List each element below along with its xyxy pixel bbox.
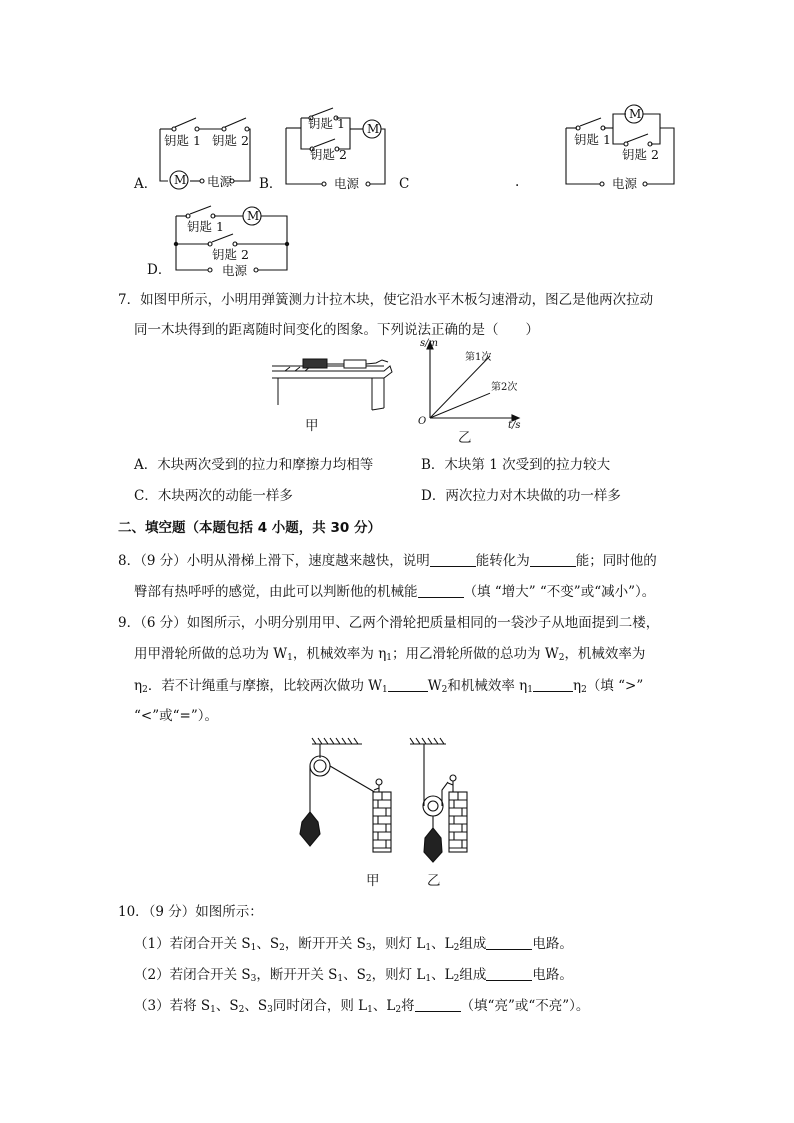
s3c: 3 xyxy=(267,1005,273,1015)
sub-1b: 1 xyxy=(386,653,393,663)
q10-p1e: 、L xyxy=(431,936,454,952)
q10-stem: 10．（9 分）如图所示： xyxy=(118,904,263,920)
s1b: 1 xyxy=(337,974,344,984)
q10-p3f: 将 xyxy=(401,998,415,1014)
graph-ylabel: s/m xyxy=(420,338,438,349)
graph-origin: O xyxy=(418,416,427,427)
q10-blank-3[interactable] xyxy=(415,999,461,1012)
motor-symbol-d: M xyxy=(247,209,260,223)
motor-symbol-b: M xyxy=(367,122,380,136)
fig-jia-label-q7: 甲 xyxy=(305,418,319,434)
power-label-b: 电源 xyxy=(334,176,360,191)
graph-xlabel: t/s xyxy=(508,420,521,431)
key1-label-c: 钥匙 1 xyxy=(574,132,611,147)
option-b-label: B． xyxy=(259,176,283,192)
l1b: 1 xyxy=(425,974,432,984)
s2c: 2 xyxy=(238,1005,245,1015)
q10-p3g: （填“亮”或“不亮”）。 xyxy=(460,998,590,1014)
sub-2d: 2 xyxy=(581,685,587,695)
fig-yi-label-q7: 乙 xyxy=(458,430,472,446)
s2b: 2 xyxy=(365,974,372,984)
q9-t3a: η xyxy=(134,678,143,694)
q8-text-d: 臀部有热呼呼的感觉，由此可以判断他的机械能 xyxy=(134,584,418,600)
q9-t2b: ，机械效率为 η xyxy=(292,646,387,662)
option-d-label: D． xyxy=(147,262,172,278)
sub-1: 1 xyxy=(287,653,293,663)
q10-p2g: 电路。 xyxy=(532,967,573,983)
q10-p3b: 、S xyxy=(215,998,239,1014)
q10-p3e: 、L xyxy=(372,998,396,1014)
q9-line1: 9．（6 分）如图所示，小明分别用甲、乙两个滑轮把质量相同的一袋沙子从地面提到二楼， xyxy=(118,615,660,631)
fig-jia-label-q9: 甲 xyxy=(366,873,380,889)
q10-p1c: ，断开开关 S xyxy=(284,936,366,952)
q10-blank-1[interactable] xyxy=(486,937,532,950)
s3b: 3 xyxy=(250,974,257,984)
q10-p2f: 组成 xyxy=(459,967,487,983)
q10-p3a: （3）若将 S xyxy=(134,998,211,1014)
sub-1d: 1 xyxy=(527,685,533,695)
q10-p2a: （2）若闭合开关 S xyxy=(134,967,251,983)
key2-label-c: 钥匙 2 xyxy=(622,147,659,162)
l2: 2 xyxy=(453,943,460,953)
key2-label-d: 钥匙 2 xyxy=(212,247,249,262)
l1c: 1 xyxy=(367,1005,373,1015)
l2b: 2 xyxy=(453,974,460,984)
option-a-label: A． xyxy=(134,176,158,192)
s1: 1 xyxy=(250,943,257,953)
option-c-dot: . xyxy=(515,174,520,190)
q7-option-a: A．木块两次受到的拉力和摩擦力均相等 xyxy=(134,457,374,473)
s3: 3 xyxy=(365,943,372,953)
q9-line4: “<”或“=”）。 xyxy=(134,708,218,724)
q9-t2a: 用甲滑轮所做的总功为 W xyxy=(134,646,288,662)
q10-p3c: 、S xyxy=(244,998,268,1014)
option-c-label: C xyxy=(399,176,410,192)
q9-t3c: W xyxy=(427,678,442,694)
power-label-c: 电源 xyxy=(612,176,638,191)
q9-t2d: ，机械效率为 xyxy=(564,646,646,662)
q10-p2c: 、S xyxy=(343,967,366,983)
q10-p1g: 电路。 xyxy=(532,936,573,952)
q10-part3 xyxy=(134,999,589,1015)
s1c: 1 xyxy=(210,1005,216,1015)
sub-2b: 2 xyxy=(142,685,148,695)
q10-p1a: （1）若闭合开关 S xyxy=(134,936,251,952)
s2: 2 xyxy=(279,943,285,953)
power-label-d: 电源 xyxy=(222,263,248,278)
q10-p1f: 组成 xyxy=(459,936,487,952)
sub-1c: 1 xyxy=(382,685,388,695)
q8-text-b: 能转化为 xyxy=(475,553,530,569)
q8-text-c: 能；同时他的 xyxy=(575,553,657,569)
q9-t3e: η xyxy=(572,678,582,694)
key2-label-a: 钥匙 2 xyxy=(212,133,249,148)
l2c: 2 xyxy=(395,1005,402,1015)
q7-option-b: B．木块第 1 次受到的拉力较大 xyxy=(421,457,611,473)
q10-part2 xyxy=(134,968,573,984)
q8-text-a: 8．（9 分）小明从滑梯上滑下，速度越来越快，说明 xyxy=(118,553,430,569)
q9-t3f: （填 “>” xyxy=(586,678,644,694)
q9-t3d: 和机械效率 η xyxy=(447,678,528,694)
q7-option-c: C．木块两次的动能一样多 xyxy=(134,488,293,504)
motor-symbol-c: M xyxy=(629,107,642,121)
q8-text-e: （填 “增大” “不变”或“减小”）。 xyxy=(463,584,656,600)
q9-t3b: ．若不计绳重与摩擦，比较两次做功 W xyxy=(147,678,382,694)
q10-p1b: 、S xyxy=(256,936,280,952)
sub-2c: 2 xyxy=(441,685,448,695)
sub-2: 2 xyxy=(558,653,565,663)
q7-stem-line1: 7．如图甲所示，小明用弹簧测力计拉木块，使它沿水平木板匀速滑动，图乙是他两次拉动 xyxy=(118,292,654,308)
q10-part1 xyxy=(134,937,573,953)
q7-stem-line2: 同一木块得到的距离随时间变化的图象。下列说法正确的是（ ） xyxy=(134,322,539,338)
q10-p2e: 、L xyxy=(431,967,454,983)
power-label-a: 电源 xyxy=(207,174,233,189)
q10-p1d: ，则灯 L xyxy=(371,936,426,952)
motor-symbol-a: M xyxy=(174,173,187,187)
l1: 1 xyxy=(425,943,432,953)
series2-label: 第2次 xyxy=(491,382,518,393)
key1-label-b: 钥匙 1 xyxy=(308,116,345,131)
key1-label-a: 钥匙 1 xyxy=(164,133,201,148)
section-heading: 二、填空题（本题包括 4 小题，共 30 分） xyxy=(118,520,381,536)
q10-p3d: 同时闭合，则 L xyxy=(272,998,368,1014)
fig-yi-label-q9: 乙 xyxy=(427,873,441,889)
series1-label: 第1次 xyxy=(465,352,492,363)
key1-label-d: 钥匙 1 xyxy=(187,219,224,234)
key2-label-b: 钥匙 2 xyxy=(310,147,347,162)
q10-p2b: ，断开开关 S xyxy=(256,967,338,983)
q7-option-d: D．两次拉力对木块做的功一样多 xyxy=(421,488,621,504)
q10-blank-2[interactable] xyxy=(486,968,532,981)
q9-t2c: ；用乙滑轮所做的总功为 W xyxy=(392,646,559,662)
q10-p2d: ，则灯 L xyxy=(371,967,426,983)
